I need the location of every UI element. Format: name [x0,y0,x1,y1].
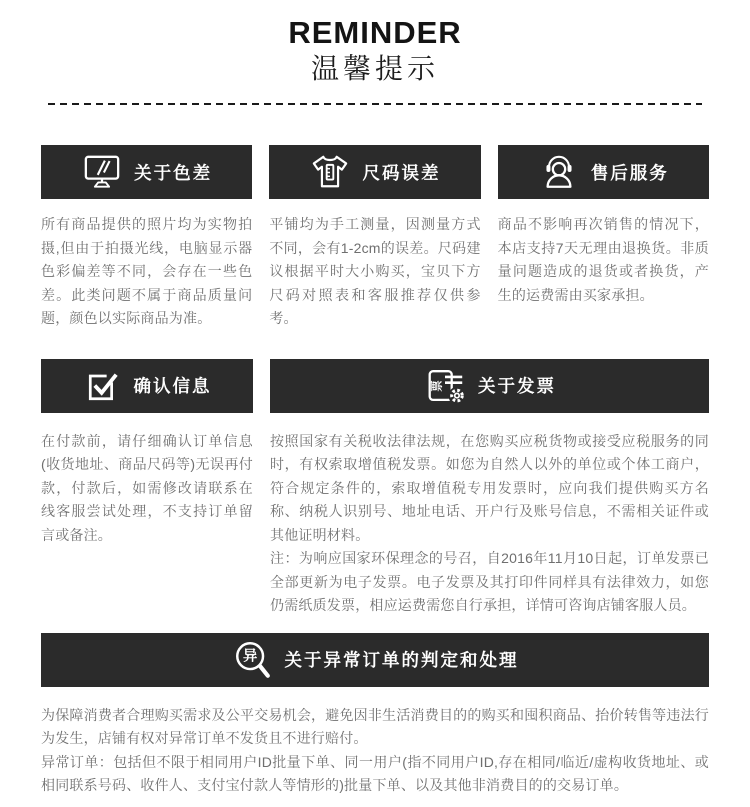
section-header-confirm-info [41,359,253,413]
invoice-text-p1: 按照国家有关税收法律法规，在您购买应税货物或接受应税服务的同时，有权索取增值税发票。如您为自然人以外的单位或个体工商户，符合规定条件的，索取增值税专用发票时，应向我们提供购买方名称、纳税人识别号、地址电话、开户行及账号信息，不需相关证件或其他证明材料。 [270,432,709,543]
section-body-row-2 [41,430,709,618]
size-error-text: 平铺均为手工测量，因测量方式不同，会有1-2cm的误差。尺码建议根据平时大小购买，宝贝下方尺码对照表和客服推荐仅供参考。 [269,216,481,326]
page-title: REMINDER [288,15,462,50]
section-header-row-3 [41,633,709,687]
section-label-size-error: 尺码误差 [362,162,441,183]
section-header-invoice [270,359,709,413]
invoice-text-block [270,430,709,618]
section-header-abnormal-order [41,633,709,687]
section-label-abnormal-order: 关于异常订单的判定和处理 [284,650,519,670]
abnormal-char: 异 [242,648,257,665]
page-subtitle: 温馨提示 [310,53,439,84]
section-body-row-1 [41,213,709,331]
abnormal-order-text-p1: 为保障消费者合理购买需求及公平交易机会，避免因非生活消费目的的购买和囤积商品、抬价转售等违法行为发生，店铺有权对异常订单不发货且不进行赔付。 [41,706,709,746]
section-header-size-error [269,145,480,199]
magnifier-abnormal-icon [232,639,274,681]
section-label-color-diff: 关于色差 [134,162,213,183]
section-label-confirm-info: 确认信息 [133,376,212,396]
section-header-color-diff [41,145,252,199]
section-header-after-sales [498,145,709,199]
monitor-icon [81,153,123,191]
invoice-char: 票 [431,379,444,392]
invoice-gear-icon [423,366,467,406]
color-diff-text: 所有商品提供的照片均为实物拍摄,但由于拍摄光线，电脑显示器色彩偏差等不同，会存在一些色差。此类问题不属于商品质量问题，颜色以实际商品为准。 [41,216,253,326]
invoice-text-p2: 注：为响应国家环保理念的号召，自2016年11月10日起，订单发票已全部更新为电子发票。电子发票及其打印件同样具有法律效力，如您仍需纸质发票，相应运费需您自行承担，详情可咨询店铺客服人员。 [270,550,709,613]
checkbox-icon [83,367,123,405]
dashed-divider [48,103,702,105]
abnormal-order-text-block [41,704,709,798]
section-header-row-2 [41,359,709,413]
page-header [0,0,750,87]
headset-icon [538,153,580,191]
after-sales-text: 商品不影响再次销售的情况下，本店支持7天无理由退换货。非质量问题造成的退货或者换货，产生的运费需由买家承担。 [497,216,709,303]
section-label-after-sales: 售后服务 [590,162,669,183]
content [41,145,709,798]
section-label-invoice: 关于发票 [478,376,556,396]
section-header-row-1 [41,145,709,199]
tshirt-ruler-icon [309,153,351,191]
confirm-info-text: 在付款前，请仔细确认订单信息(收货地址、商品尺码等)无误再付款，付款后，如需修改请联系在线客服尝试处理，不支持订单留言或备注。 [41,432,253,543]
abnormal-order-text-p2: 异常订单：包括但不限于相同用户ID批量下单、同一用户(指不同用户ID,存在相同/临近/虚构收货地址、或相同联系号码、收件人、支付宝付款人等情形的)批量下单、以及其他非消费目的的交易订单。 [41,753,709,793]
